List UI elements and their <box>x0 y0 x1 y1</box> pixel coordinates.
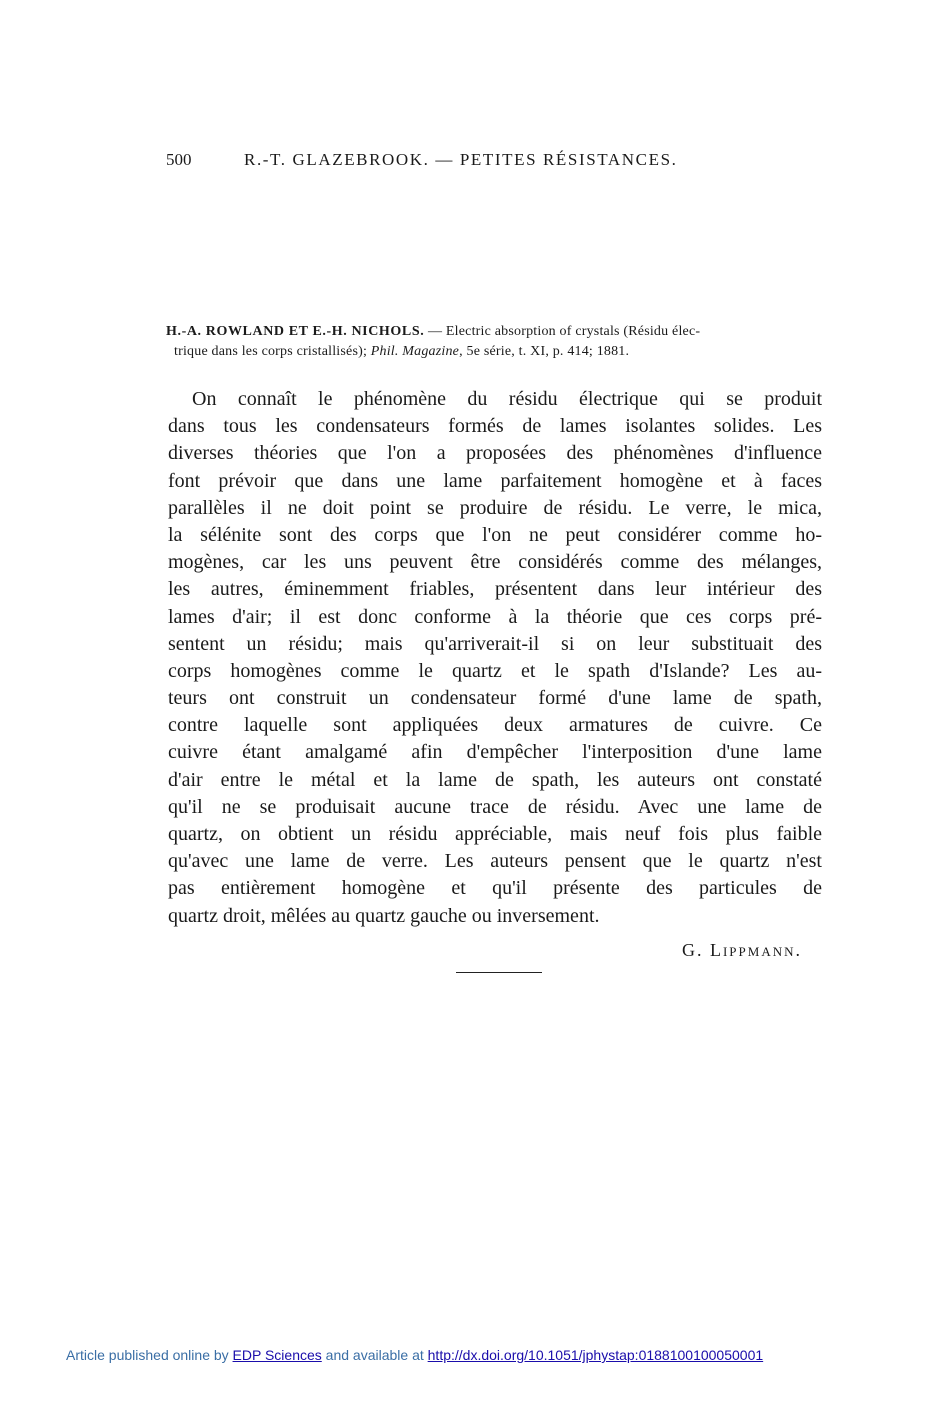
body-line: font prévoir que dans une lame parfaitement homogène et à faces <box>168 469 822 492</box>
article-body <box>168 386 822 930</box>
body-line: quartz, on obtient un résidu appréciable, mais neuf fois plus faible <box>168 823 822 845</box>
running-title: R.-T. GLAZEBROOK. — PETITES RÉSISTANCES. <box>244 150 678 169</box>
end-rule <box>456 972 542 973</box>
footer-doi-link[interactable]: http://dx.doi.org/10.1051/jphystap:0188100100050001 <box>427 1347 764 1363</box>
page-number: 500 <box>166 150 192 169</box>
body-line: dans tous les condensateurs formés de lames isolantes solides. Les <box>168 415 822 438</box>
signature: G. Lippmann. <box>681 940 802 960</box>
body-line: d'air entre le métal et la lame de spath, les auteurs ont constaté <box>168 768 822 791</box>
body-line: la sélénite sont des corps que l'on ne peut considérer comme ho- <box>168 523 822 546</box>
citation-journal: Phil. Magazine <box>370 344 460 359</box>
body-line: sentent un résidu; mais qu'arriverait-il si on leur substituait des <box>168 632 822 655</box>
footer-prefix: Article published online by <box>66 1347 233 1363</box>
body-line: les autres, éminemment friables, présentent dans leur intérieur des <box>168 578 822 601</box>
citation <box>166 322 830 362</box>
body-line: qu'il ne se produisait aucune trace de résidu. Avec une lame de <box>168 795 822 818</box>
citation-title-part1: — Electric absorption of crystals (Résidu élec- <box>424 324 701 339</box>
running-head <box>166 150 766 170</box>
citation-line2 <box>166 342 830 362</box>
body-line: mogènes, car les uns peuvent être considérés comme des mélanges, <box>168 551 822 574</box>
body-line: diverses théories que l'on a proposées des phénomènes d'influence <box>168 442 822 465</box>
footer-publisher-link[interactable]: EDP Sciences <box>232 1347 322 1363</box>
body-line: pas entièrement homogène et qu'il présente des particules de <box>168 877 822 900</box>
body-line: lames d'air; il est donc conforme à la théorie que ces corps pré- <box>168 605 822 628</box>
body-line: corps homogènes comme le quartz et le spath d'Islande? Les au- <box>168 659 822 682</box>
body-line: qu'avec une lame de verre. Les auteurs pensent que le quartz n'est <box>168 850 822 873</box>
body-line: cuivre étant amalgamé afin d'empêcher l'interposition d'une lame <box>168 741 822 764</box>
body-line: parallèles il ne doit point se produire de résidu. Le verre, le mica, <box>168 496 822 519</box>
body-line: On connaît le phénomène du résidu électrique qui se produit <box>192 388 822 410</box>
body-line: quartz droit, mêlées au quartz gauche ou inversement. <box>168 904 600 927</box>
body-line: teurs ont construit un condensateur formé d'une lame de spath, <box>168 687 822 710</box>
citation-authors: H.-A. ROWLAND ET E.-H. NICHOLS. <box>166 324 425 339</box>
citation-title-part2: trique dans les corps cristallisés); <box>174 344 371 359</box>
body-line: contre laquelle sont appliquées deux armatures de cuivre. Ce <box>168 714 822 737</box>
footer-middle: and available at <box>321 1347 428 1363</box>
footer <box>66 1347 763 1363</box>
citation-details: , 5e série, t. XI, p. 414; 1881. <box>459 344 630 359</box>
